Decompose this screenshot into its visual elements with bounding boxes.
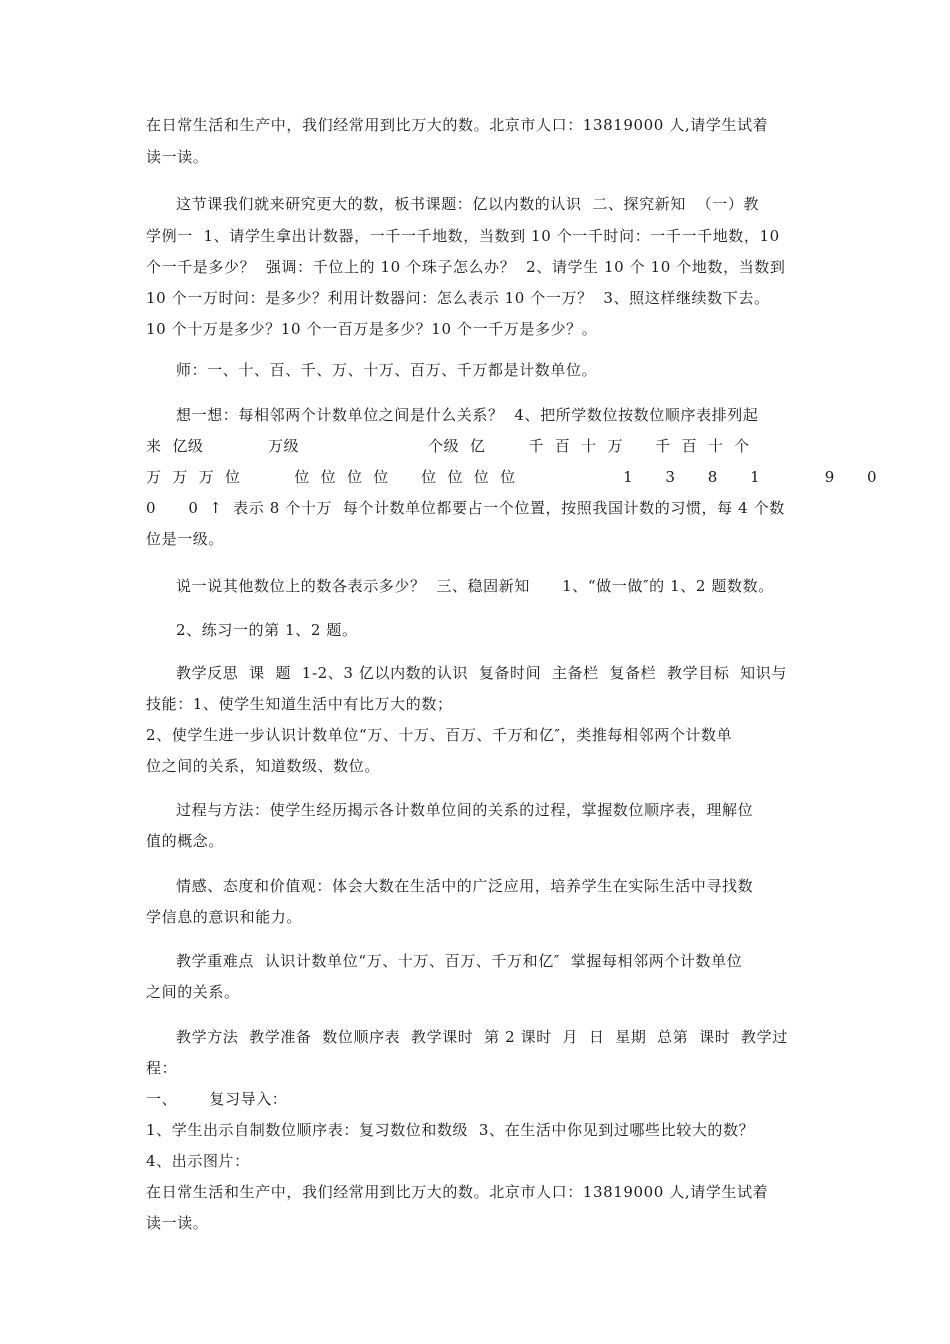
text-line: 位是一级。 xyxy=(146,530,225,548)
text-line: 个一千是多少？ 强调：千位上的 10 个珠子怎么办？ 2、请学生 10 个 10 个地数，当数到 xyxy=(146,258,786,276)
text-line: 技能：1、使学生知道生活中有比万大的数； xyxy=(146,695,453,713)
text-line: 来 亿级 万级 个级 亿 千 百 十 万 千 百 十 个 xyxy=(146,437,750,455)
text-line: 读一读。 xyxy=(146,148,209,166)
text-line: 说一说其他数位上的数各表示多少？ 三、稳固新知 1、“做一做″的 1、2 题数数。 xyxy=(176,577,774,595)
text-line: 学信息的意识和能力。 xyxy=(146,908,303,926)
text-line: 2、练习一的第 1、2 题。 xyxy=(176,621,358,639)
text-line: 10 个十万是多少？10 个一百万是多少？10 个一千万是多少？。 xyxy=(146,320,598,338)
text-line: 2、使学生进一步认识计数单位“万、十万、百万、千万和亿″，类推每相邻两个计数单 xyxy=(146,726,733,744)
text-line: 10 个一万时问：是多少？利用计数器问：怎么表示 10 个一万？ 3、照这样继续数下去。 xyxy=(146,289,770,307)
text-line: 之间的关系。 xyxy=(146,983,240,1001)
text-line: 学例一 1、请学生拿出计数器，一千一千地数，当数到 10 个一千时问：一千一千地数，10 xyxy=(146,227,780,245)
text-line: 0 0 ↑ 表示 8 个十万 每个计数单位都要占一个位置，按照我国计数的习惯，每 4 个数 xyxy=(146,499,785,517)
text-line: 师：一、十、百、千、万、十万、百万、千万都是计数单位。 xyxy=(176,361,598,379)
text-line: 1、学生出示自制数位顺序表：复习数位和数级 3、在生活中你见到过哪些比较大的数？ xyxy=(146,1121,755,1139)
text-line: 万 万 万 位 位 位 位 位 位 位 位 位 1 3 8 1 9 0 xyxy=(146,468,878,486)
text-line: 这节课我们就来研究更大的数，板书课题：亿以内数的认识 二、探究新知 （一）教 xyxy=(176,195,760,213)
text-line: 情感、态度和价值观：体会大数在生活中的广泛应用，培养学生在实际生活中寻找数 xyxy=(176,877,754,895)
text-line: 值的概念。 xyxy=(146,832,225,850)
text-line: 在日常生活和生产中，我们经常用到比万大的数。北京市人口：13819000 人,请学生试着 xyxy=(146,116,769,134)
text-line: 教学重难点 认识计数单位“万、十万、百万、千万和亿″ 掌握每相邻两个计数单位 xyxy=(176,952,743,970)
text-line: 4、出示图片： xyxy=(146,1152,250,1170)
text-line: 过程与方法：使学生经历揭示各计数单位间的关系的过程，掌握数位顺序表，理解位 xyxy=(176,801,754,819)
text-line: 位之间的关系，知道数级、数位。 xyxy=(146,757,381,775)
text-line: 程： xyxy=(146,1059,178,1077)
text-line: 教学反思 课 题 1-2、3 亿以内数的认识 复备时间 主备栏 复备栏 教学目标 知识与 xyxy=(176,664,787,682)
text-line: 一、 复习导入： xyxy=(146,1090,288,1108)
text-line: 想一想：每相邻两个计数单位之间是什么关系？ 4、把所学数位按数位顺序表排列起 xyxy=(176,406,759,424)
text-line: 在日常生活和生产中，我们经常用到比万大的数。北京市人口：13819000 人,请学生试着 xyxy=(146,1183,769,1201)
text-line: 教学方法 教学准备 数位顺序表 教学课时 第 2 课时 月 日 星期 总第 课时 教学过 xyxy=(176,1028,788,1046)
text-line: 读一读。 xyxy=(146,1214,209,1232)
